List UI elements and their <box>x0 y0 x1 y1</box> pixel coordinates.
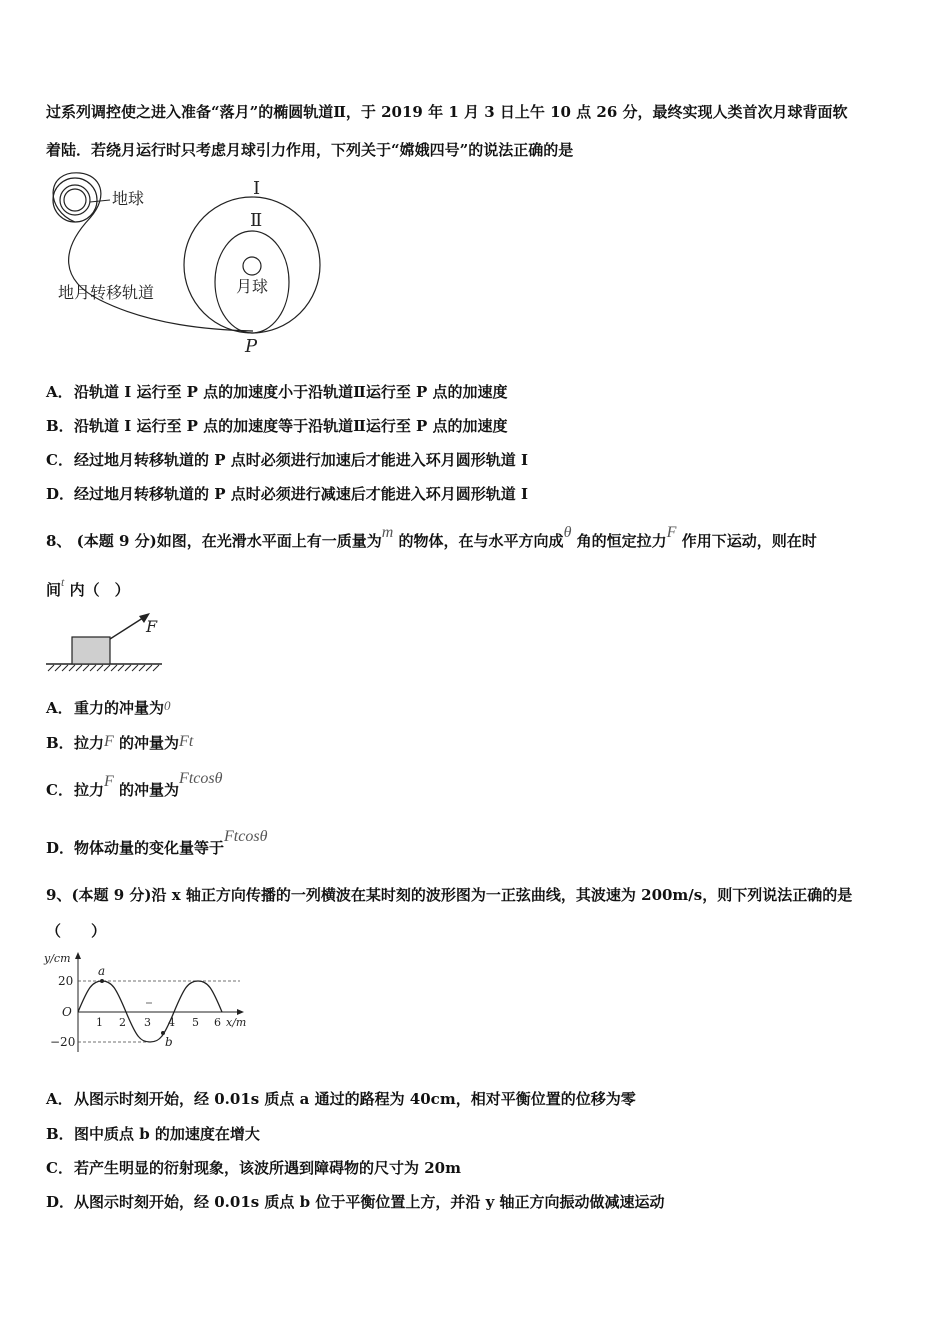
q8-text-5: 间 <box>46 581 62 599</box>
q7-option-c-label: C． <box>46 451 73 469</box>
q8-number: 8、 <box>46 532 72 550</box>
x-tick-6: 6 <box>214 1016 221 1029</box>
q8-option-c-text-1: 拉力 <box>74 781 105 799</box>
q8-option-d-text: 物体动量的变化量等于 <box>74 839 225 857</box>
q8-math-t: t <box>61 575 65 589</box>
q8-option-a-label: A． <box>46 699 73 717</box>
q8-stem-line-2 <box>46 575 130 601</box>
q8-option-a-text: 重力的冲量为 <box>74 699 165 717</box>
transfer-label: 地月转移轨道 <box>58 283 155 302</box>
moon-label: 月球 <box>236 277 269 296</box>
y-tick-20: 20 <box>58 974 74 988</box>
q8-option-b-text-2: 的冲量为 <box>119 734 180 752</box>
q9-stem: (本题 9 分)沿 x 轴正方向传播的一列横波在某时刻的波形图为一正弦曲线，其波速为 200m/s，则下列说法正确的是 <box>71 886 853 904</box>
orbit-2-label: Ⅱ <box>250 210 263 231</box>
point-b-label: b <box>165 1035 173 1049</box>
moon <box>243 257 261 275</box>
x-tick-4: 4 <box>168 1016 175 1029</box>
intro-line-2: 着陆．若绕月运行时只考虑月球引力作用，下列关于“嫦娥四号”的说法正确的是 <box>46 141 574 159</box>
q9-option-d-text: 从图示时刻开始，经 0.01s 质点 b 位于平衡位置上方，并沿 y 轴正方向振动做减速运动 <box>74 1193 665 1211</box>
y-axis-label: y/cm <box>44 952 71 965</box>
q7-option-c-text: 经过地月转移轨道的 P 点时必须进行加速后才能进入环月圆形轨道 I <box>74 451 528 469</box>
wave-graph <box>40 948 260 1060</box>
q9-option-c-text: 若产生明显的衍射现象，该波所遇到障碍物的尺寸为 20m <box>74 1159 461 1177</box>
q7-option-d[interactable] <box>46 484 528 504</box>
force-arrow-shaft <box>110 616 146 639</box>
q8-text-2: 的物体，在与水平方向成 <box>398 532 564 550</box>
q9-option-b[interactable] <box>46 1124 260 1144</box>
q8-option-b[interactable] <box>46 733 193 754</box>
x-ticks <box>96 1016 221 1029</box>
x-tick-5: 5 <box>192 1016 199 1029</box>
q8-option-b-text-1: 拉力 <box>74 734 105 752</box>
q8-text-4: 作用下运动，则在时 <box>681 532 817 550</box>
q8-option-b-label: B． <box>46 734 74 752</box>
q7-option-a-label: A． <box>46 383 73 401</box>
point-a <box>100 979 104 983</box>
intro-line-1: 过系列调控使之进入准备“落月”的椭圆轨道Ⅱ，于 2019 年 1 月 3 日上午 10 点 26 分，最终实现人类首次月球背面软 <box>46 103 848 121</box>
point-a-label: a <box>98 964 106 978</box>
q8-math-f: F <box>666 524 677 541</box>
y-axis-arrow <box>75 952 81 959</box>
point-p-label: P <box>245 336 258 357</box>
q7-option-a[interactable] <box>46 382 508 402</box>
orbit-1-label: Ⅰ <box>253 178 261 199</box>
y-tick-neg20: −20 <box>50 1035 76 1049</box>
q8-option-c-math: Ftcosθ <box>179 770 223 787</box>
x-tick-1: 1 <box>96 1016 103 1029</box>
ground-hatching <box>48 665 159 671</box>
origin-label: O <box>62 1005 72 1019</box>
earth-label: 地球 <box>112 189 145 208</box>
q8-math-theta: θ <box>563 524 572 541</box>
q7-option-b-text: 沿轨道 I 运行至 P 点的加速度等于沿轨道Ⅱ运行至 P 点的加速度 <box>74 417 508 435</box>
q9-option-d[interactable] <box>46 1192 665 1212</box>
q7-option-d-text: 经过地月转移轨道的 P 点时必须进行减速后才能进入环月圆形轨道 I <box>74 485 528 503</box>
q9-paren: （ ） <box>46 922 107 940</box>
q8-text-6: 内（ ） <box>69 581 130 599</box>
x-tick-2: 2 <box>119 1016 126 1029</box>
q9-option-a-label: A． <box>46 1090 73 1108</box>
q8-option-d-label: D． <box>46 839 75 857</box>
orbit-diagram <box>40 170 340 360</box>
transfer-orbit <box>53 173 253 331</box>
q9-option-b-label: B． <box>46 1125 74 1143</box>
x-axis-label: x/m <box>226 1016 247 1029</box>
q8-stem-line-1 <box>46 524 817 552</box>
q9-stem-line-1 <box>46 885 852 905</box>
q9-option-b-text: 图中质点 b 的加速度在增大 <box>74 1125 260 1143</box>
force-label: F <box>146 617 158 636</box>
q8-option-a-math: 0 <box>164 698 171 713</box>
q8-text-3: 角的恒定拉力 <box>576 532 667 550</box>
earth-inner-circle <box>64 189 86 211</box>
x-tick-3: 3 <box>144 1016 151 1029</box>
q8-option-d[interactable] <box>46 828 268 859</box>
x-axis-arrow <box>237 1009 244 1015</box>
q9-number: 9、 <box>46 886 72 904</box>
q8-option-c-label: C． <box>46 781 73 799</box>
q7-option-c[interactable] <box>46 450 528 470</box>
q7-option-b[interactable] <box>46 416 508 436</box>
q8-option-c-text-2: 的冲量为 <box>119 781 180 799</box>
q7-option-a-text: 沿轨道 I 运行至 P 点的加速度小于沿轨道Ⅱ运行至 P 点的加速度 <box>74 383 508 401</box>
q8-option-b-f: F <box>104 733 114 750</box>
q9-option-c[interactable] <box>46 1158 461 1178</box>
q7-option-d-label: D． <box>46 485 75 503</box>
q9-option-a[interactable] <box>46 1089 636 1109</box>
block-diagram <box>44 606 174 676</box>
q8-option-d-math: Ftcosθ <box>224 828 268 845</box>
q8-option-c[interactable] <box>46 770 223 801</box>
q9-option-a-text: 从图示时刻开始，经 0.01s 质点 a 通过的路程为 40cm，相对平衡位置的位移为零 <box>74 1090 636 1108</box>
q8-option-b-math: Ft <box>179 733 194 750</box>
q8-text-1: (本题 9 分)如图，在光滑水平面上有一质量为 <box>76 532 382 550</box>
block <box>72 637 110 664</box>
q8-option-c-f: F <box>104 773 114 790</box>
q7-option-b-label: B． <box>46 417 74 435</box>
q9-option-c-label: C． <box>46 1159 73 1177</box>
q8-math-m: m <box>381 524 394 541</box>
q8-option-a[interactable] <box>46 698 171 719</box>
q9-option-d-label: D． <box>46 1193 75 1211</box>
